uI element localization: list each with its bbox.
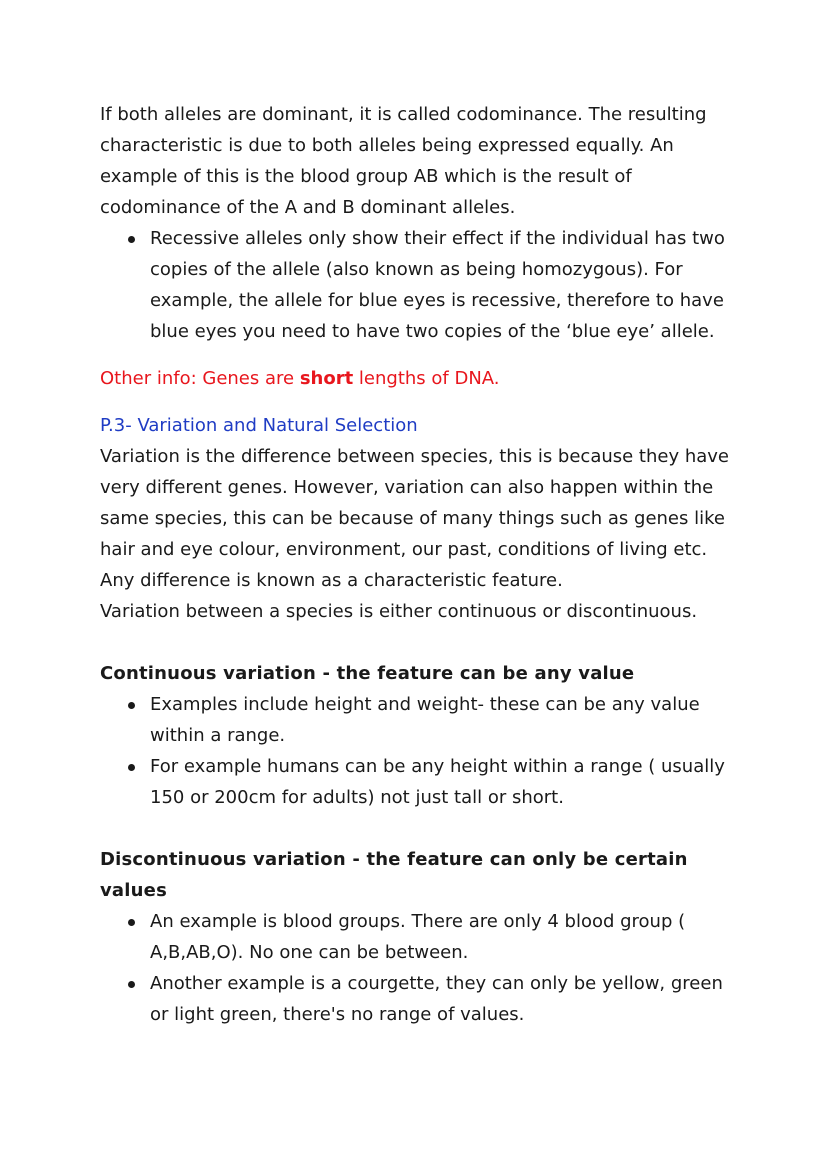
- document-page: [100, 99, 740, 1030]
- list-item: [100, 689, 740, 751]
- bullet-icon: [128, 702, 135, 709]
- bullet-icon: [128, 764, 135, 771]
- other-info-note: [100, 363, 740, 394]
- bullet-icon: [128, 236, 135, 243]
- section-title: P.3- Variation and Natural Selection: [100, 415, 418, 436]
- list-item: [100, 223, 740, 347]
- list-item-text: For example humans can be any height within a range ( usually 150 or 200cm for adults) not just tall or short.: [150, 756, 725, 808]
- bullet-icon: [128, 981, 135, 988]
- list-item-text: Examples include height and weight- these can be any value within a range.: [150, 694, 700, 746]
- other-info-suffix: lengths of DNA.: [353, 368, 500, 389]
- list-item-text: Recessive alleles only show their effect if the individual has two copies of the allele (also known as being homozygous). For example, the allele for blue eyes is recessive, therefore to have blue eyes you need to have two copies of the ‘blue eye’ allele.: [150, 228, 725, 342]
- discontinuous-heading: Discontinuous variation - the feature can only be certain values: [100, 849, 688, 901]
- list-item: [100, 968, 740, 1030]
- list-item-text: Another example is a courgette, they can only be yellow, green or light green, there's no range of values.: [150, 973, 723, 1025]
- list-item: [100, 751, 740, 813]
- recessive-list: [100, 223, 740, 347]
- variation-summary: Variation between a species is either continuous or discontinuous.: [100, 601, 698, 622]
- other-info-prefix: Other info: Genes are: [100, 368, 300, 389]
- bullet-icon: [128, 919, 135, 926]
- variation-paragraph: Variation is the difference between species, this is because they have very different genes. However, variation can also happen within the same species, this can be because of many things such as genes like hair and eye colour, environment, our past, conditions of living etc. Any difference is known as a characteristic feature.: [100, 446, 730, 591]
- discontinuous-list: [100, 906, 740, 1030]
- continuous-heading: Continuous variation - the feature can be any value: [100, 663, 635, 684]
- other-info-bold: short: [299, 368, 354, 389]
- codominance-paragraph: If both alleles are dominant, it is called codominance. The resulting characteristic is due to both alleles being expressed equally. An example of this is the blood group AB which is the result of codominance of the A and B dominant alleles.: [100, 104, 707, 218]
- continuous-list: [100, 689, 740, 813]
- list-item-text: An example is blood groups. There are only 4 blood group ( A,B,AB,O). No one can be between.: [150, 911, 686, 963]
- list-item: [100, 906, 740, 968]
